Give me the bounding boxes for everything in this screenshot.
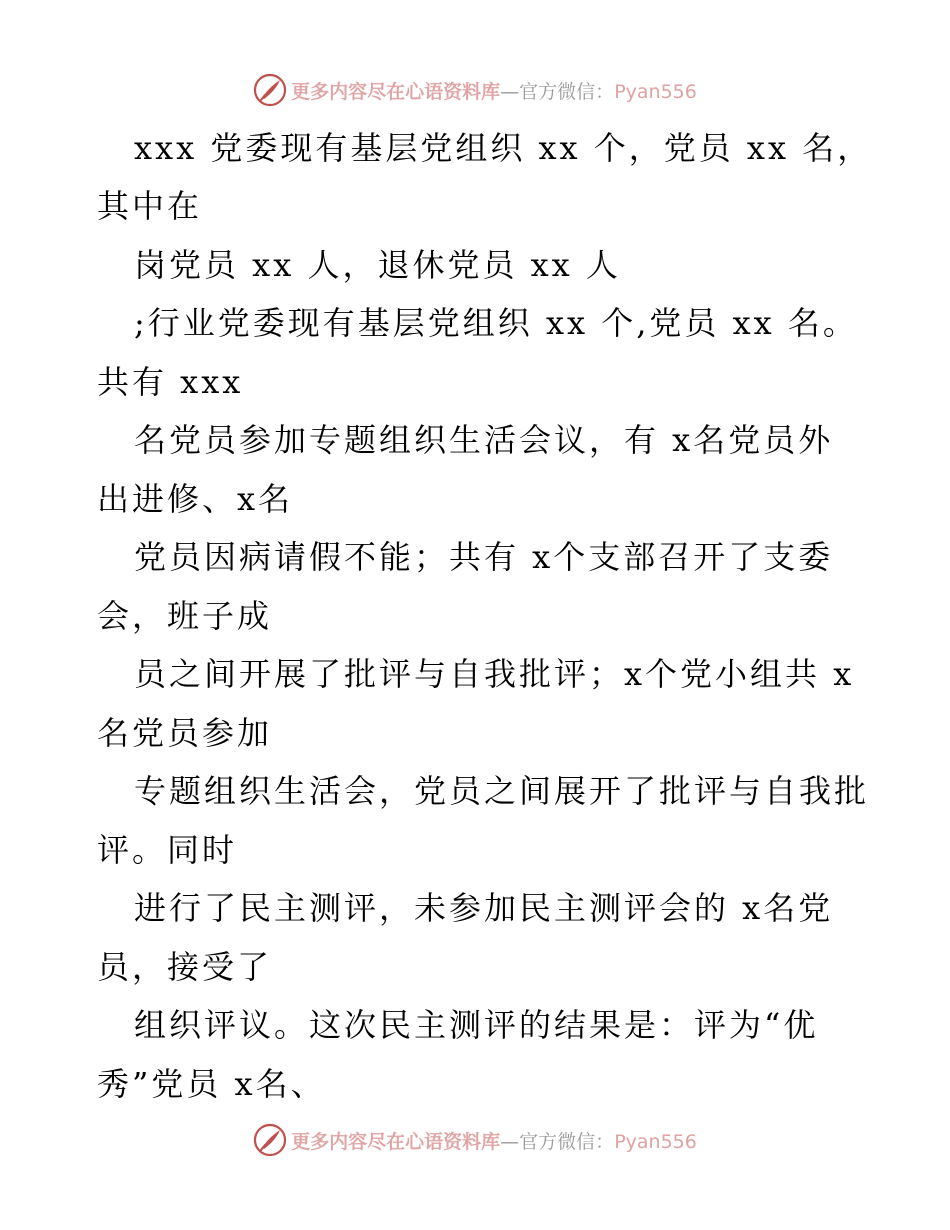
text-line: ;行业党委现有基层党组织 xx 个,党员 xx 名。 (134, 304, 858, 342)
text-line: 进行了民主测评，未参加民主测评会的 x名党 (134, 889, 834, 927)
footer-banner (0, 1120, 950, 1160)
banner-wechat-id: Pyan556 (614, 1130, 697, 1153)
text-line: 岗党员 xx 人，退休党员 xx 人 (134, 246, 621, 284)
banner-brand-text: 更多内容尽在心语资料库 (291, 1130, 501, 1153)
text-line: 员之间开展了批评与自我批评；x个党小组共 x (134, 655, 855, 693)
quill-pen-logo-icon (253, 1123, 287, 1157)
text-line: 秀”党员 x名、 (97, 1065, 326, 1103)
text-line: 共有 xxx (97, 363, 244, 401)
text-line: 员，接受了 (97, 948, 273, 986)
banner-wechat-label: 官方微信： (519, 80, 615, 103)
text-line: 会，班子成 (97, 597, 273, 635)
banner-wechat-id: Pyan556 (614, 80, 697, 103)
text-line: 党员因病请假不能；共有 x个支部召开了支委 (134, 538, 834, 576)
text-line: 出进修、x名 (97, 480, 294, 518)
text-line: 组织评议。这次民主测评的结果是：评为“优 (134, 1006, 819, 1044)
banner-dash: — (500, 80, 520, 103)
text-line: 评。同时 (97, 831, 238, 869)
banner-dash: — (500, 1130, 520, 1153)
text-line: 名党员参加 (97, 714, 273, 752)
text-line: 专题组织生活会，党员之间展开了批评与自我批 (134, 772, 870, 810)
banner-wechat-label: 官方微信： (519, 1130, 615, 1153)
text-line: 名党员参加专题组织生活会议，有 x名党员外 (134, 421, 834, 459)
text-line: xxx 党委现有基层党组织 xx 个，党员 xx 名， (134, 129, 873, 167)
text-line: 其中在 (97, 187, 203, 225)
banner-brand-text: 更多内容尽在心语资料库 (291, 80, 501, 103)
